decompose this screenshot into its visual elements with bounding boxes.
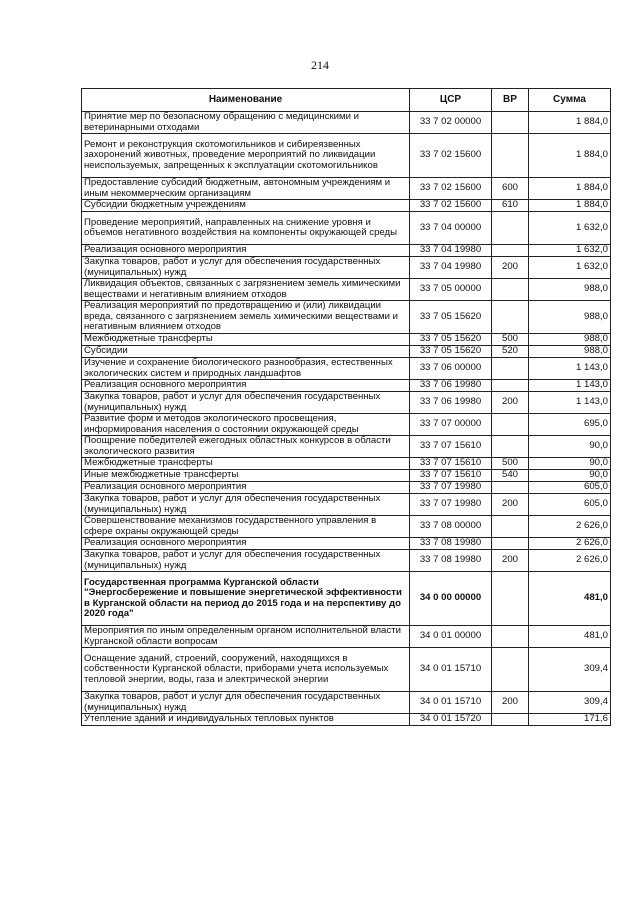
cell-vr: 200 [492,550,529,572]
cell-name: Закупка товаров, работ и услуг для обеспечения государственных (муниципальных) нужд [82,692,410,714]
cell-vr [492,572,529,626]
cell-name: Реализация мероприятий по предотвращению и (или) ликвидации вреда, связанного с загрязнением земель химическими веществами и негативным влиянием отходов [82,301,410,334]
cell-name: Утепление зданий и индивидуальных тепловых пунктов [82,714,410,726]
cell-sum: 1 632,0 [529,212,611,245]
cell-name: Закупка товаров, работ и услуг для обеспечения государственных (муниципальных) нужд [82,550,410,572]
cell-name: Проведение мероприятий, направленных на снижение уровня и объемов негативного воздействия на компоненты окружающей среды [82,212,410,245]
cell-vr [492,482,529,494]
cell-vr [492,358,529,380]
cell-csr: 33 7 06 00000 [410,358,492,380]
cell-csr: 33 7 07 15610 [410,458,492,470]
table-row [82,550,611,572]
cell-name: Предоставление субсидий бюджетным, автономным учреждениям и иным некоммерческим организациям [82,178,410,200]
cell-sum: 171,6 [529,714,611,726]
header-csr: ЦСР [410,89,492,112]
cell-vr [492,414,529,436]
cell-sum: 90,0 [529,436,611,458]
table-row [82,436,611,458]
cell-vr: 600 [492,178,529,200]
cell-name: Межбюджетные трансферты [82,458,410,470]
cell-sum: 309,4 [529,692,611,714]
table-row [82,212,611,245]
cell-csr: 33 7 05 15620 [410,301,492,334]
cell-vr: 200 [492,692,529,714]
cell-name: Оснащение зданий, строений, сооружений, находящихся в собственности Курганской области, приборами учета используемых тепловой энергии, воды, газа и электрической энергии [82,648,410,692]
cell-sum: 481,0 [529,626,611,648]
table-row [82,334,611,346]
table-row [82,714,611,726]
cell-name: Межбюджетные трансферты [82,334,410,346]
cell-name: Совершенствование механизмов государственного управления в сфере охраны окружающей среды [82,516,410,538]
cell-sum: 1 884,0 [529,112,611,134]
cell-csr: 33 7 07 00000 [410,414,492,436]
cell-name: Развитие форм и методов экологического просвещения, информирования населения о состоянии окружающей среды [82,414,410,436]
table-row [82,380,611,392]
header-sum: Сумма [529,89,611,112]
cell-sum: 988,0 [529,334,611,346]
table-row [82,346,611,358]
cell-vr [492,380,529,392]
cell-vr [492,516,529,538]
cell-csr: 33 7 06 19980 [410,380,492,392]
cell-vr [492,648,529,692]
cell-name: Мероприятия по иным определенным органом исполнительной власти Курганской области вопросам [82,626,410,648]
cell-csr: 34 0 01 15710 [410,692,492,714]
cell-sum: 481,0 [529,572,611,626]
cell-name: Реализация основного мероприятия [82,245,410,257]
cell-name: Закупка товаров, работ и услуг для обеспечения государственных (муниципальных) нужд [82,494,410,516]
cell-csr: 33 7 07 19980 [410,482,492,494]
cell-vr: 540 [492,470,529,482]
cell-csr: 33 7 04 19980 [410,245,492,257]
cell-csr: 33 7 05 00000 [410,279,492,301]
cell-sum: 2 626,0 [529,516,611,538]
cell-vr [492,279,529,301]
table-row [82,178,611,200]
cell-name: Реализация основного мероприятия [82,380,410,392]
cell-csr: 33 7 08 19980 [410,538,492,550]
cell-csr: 33 7 04 00000 [410,212,492,245]
cell-name: Поощрение победителей ежегодных областных конкурсов в области экологического развития [82,436,410,458]
table-row [82,134,611,178]
cell-vr: 200 [492,494,529,516]
table-row [82,482,611,494]
cell-csr: 33 7 05 15620 [410,334,492,346]
cell-vr [492,714,529,726]
cell-sum: 605,0 [529,494,611,516]
cell-sum: 988,0 [529,301,611,334]
cell-sum: 1 632,0 [529,245,611,257]
cell-csr: 33 7 07 15610 [410,470,492,482]
cell-name: Закупка товаров, работ и услуг для обеспечения государственных (муниципальных) нужд [82,257,410,279]
table-row [82,279,611,301]
table-row [82,200,611,212]
cell-sum: 1 884,0 [529,178,611,200]
cell-csr: 33 7 02 00000 [410,112,492,134]
table-row [82,572,611,626]
cell-name: Иные межбюджетные трансферты [82,470,410,482]
cell-vr: 520 [492,346,529,358]
table-row [82,470,611,482]
cell-csr: 33 7 08 19980 [410,550,492,572]
cell-sum: 695,0 [529,414,611,436]
table-row [82,516,611,538]
cell-csr: 33 7 07 15610 [410,436,492,458]
cell-name: Изучение и сохранение биологического разнообразия, естественных экологических систем и природных ландшафтов [82,358,410,380]
cell-sum: 1 143,0 [529,380,611,392]
table-row [82,626,611,648]
cell-csr: 34 0 01 15710 [410,648,492,692]
cell-vr: 610 [492,200,529,212]
cell-csr: 33 7 06 19980 [410,392,492,414]
cell-sum: 605,0 [529,482,611,494]
header-name: Наименование [82,89,410,112]
table-row [82,358,611,380]
cell-name: Государственная программа Курганской области "Энергосбережение и повышение энергетической эффективности в Курганской области на период до 2015 года и на перспективу до 2020 года" [82,572,410,626]
table-row [82,538,611,550]
table-row [82,494,611,516]
header-vr: ВР [492,89,529,112]
table-row [82,414,611,436]
page-number: 214 [311,58,329,72]
budget-table [81,88,611,726]
table-row [82,301,611,334]
cell-sum: 309,4 [529,648,611,692]
cell-name: Субсидии бюджетным учреждениям [82,200,410,212]
cell-sum: 988,0 [529,346,611,358]
cell-vr [492,626,529,648]
cell-sum: 1 143,0 [529,358,611,380]
cell-vr [492,538,529,550]
cell-name: Ремонт и реконструкция скотомогильников и сибиреязвенных захоронений животных, проведение мероприятий по ликвидации неиспользуемых, запрещенных к эксплуатации скотомогильников [82,134,410,178]
cell-vr: 200 [492,392,529,414]
cell-name: Реализация основного мероприятия [82,482,410,494]
cell-name: Ликвидация объектов, связанных с загрязнением земель химическими веществами и негативным влиянием отходов [82,279,410,301]
table-row [82,692,611,714]
cell-csr: 33 7 04 19980 [410,257,492,279]
cell-sum: 988,0 [529,279,611,301]
cell-vr [492,212,529,245]
cell-name: Закупка товаров, работ и услуг для обеспечения государственных (муниципальных) нужд [82,392,410,414]
cell-csr: 33 7 08 00000 [410,516,492,538]
cell-csr: 33 7 02 15600 [410,134,492,178]
table-row [82,648,611,692]
table-header-row [82,89,611,112]
cell-vr [492,134,529,178]
cell-sum: 1 884,0 [529,200,611,212]
cell-vr [492,245,529,257]
table-row [82,112,611,134]
cell-sum: 1 632,0 [529,257,611,279]
cell-sum: 2 626,0 [529,550,611,572]
cell-vr: 200 [492,257,529,279]
cell-name: Субсидии [82,346,410,358]
table-row [82,257,611,279]
cell-sum: 90,0 [529,470,611,482]
cell-csr: 34 0 01 15720 [410,714,492,726]
table-row [82,458,611,470]
cell-name: Реализация основного мероприятия [82,538,410,550]
cell-csr: 33 7 07 19980 [410,494,492,516]
cell-csr: 33 7 05 15620 [410,346,492,358]
cell-sum: 90,0 [529,458,611,470]
cell-csr: 33 7 02 15600 [410,200,492,212]
cell-sum: 1 884,0 [529,134,611,178]
cell-vr [492,301,529,334]
table-body [82,112,611,726]
cell-csr: 34 0 01 00000 [410,626,492,648]
cell-sum: 2 626,0 [529,538,611,550]
table-row [82,392,611,414]
cell-sum: 1 143,0 [529,392,611,414]
cell-csr: 33 7 02 15600 [410,178,492,200]
cell-vr: 500 [492,458,529,470]
cell-csr: 34 0 00 00000 [410,572,492,626]
table-row [82,245,611,257]
cell-name: Принятие мер по безопасному обращению с медицинскими и ветеринарными отходами [82,112,410,134]
cell-vr: 500 [492,334,529,346]
cell-vr [492,436,529,458]
cell-vr [492,112,529,134]
